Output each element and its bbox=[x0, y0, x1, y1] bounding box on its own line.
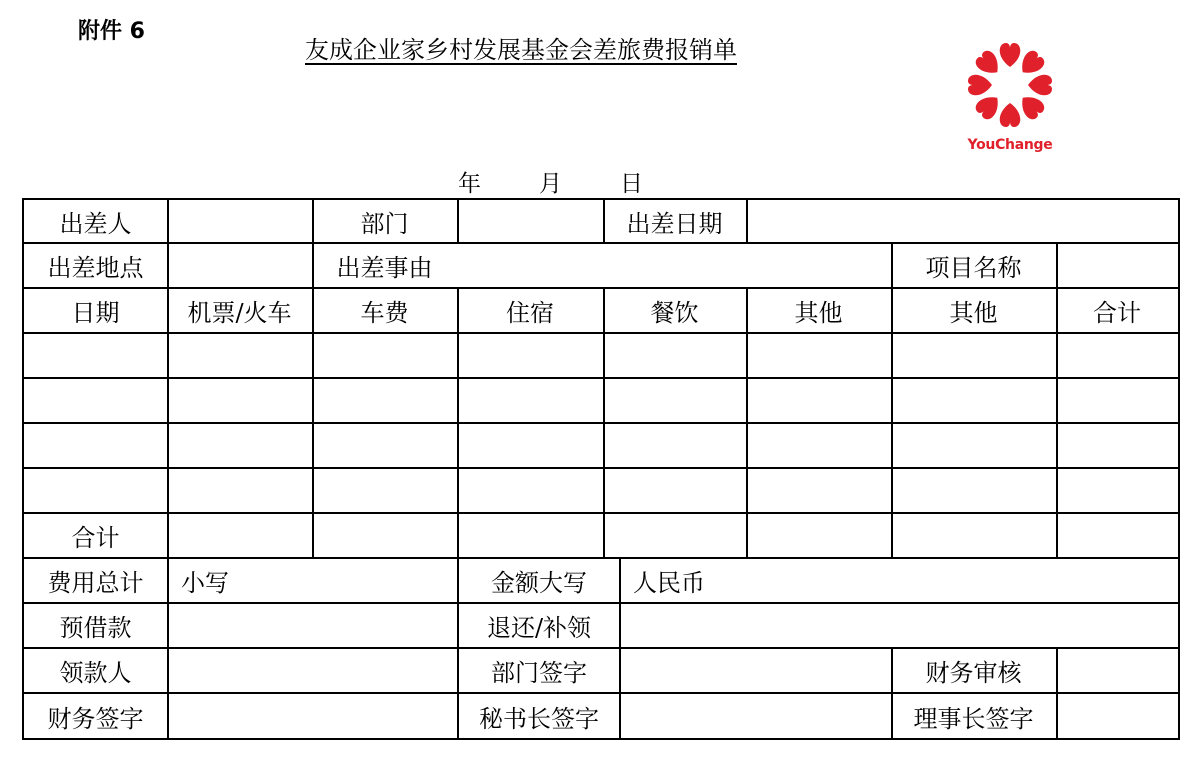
project-name-field[interactable] bbox=[1058, 244, 1178, 287]
location-label: 出差地点 bbox=[47, 254, 144, 282]
amount-upper-label: 金额大写 bbox=[491, 569, 587, 597]
column-header-fare: 车费 bbox=[360, 299, 409, 327]
travel-date-label: 出差日期 bbox=[626, 209, 723, 238]
reason-field[interactable] bbox=[459, 244, 891, 287]
date-day: 日 bbox=[620, 171, 643, 197]
date-year: 年 bbox=[458, 171, 481, 197]
dept-sign-field[interactable] bbox=[621, 649, 891, 692]
finance-audit-field[interactable] bbox=[1058, 649, 1178, 692]
finance-sign-label: 财务签字 bbox=[47, 704, 144, 733]
finance-audit-label: 财务审核 bbox=[925, 659, 1022, 687]
youchange-logo bbox=[960, 40, 1060, 160]
payee-field[interactable] bbox=[169, 649, 457, 692]
secretary-sign-field[interactable] bbox=[621, 694, 891, 738]
finance-sign-field[interactable] bbox=[169, 694, 457, 738]
chairman-sign-label: 理事长签字 bbox=[913, 704, 1034, 733]
advance-label: 预借款 bbox=[59, 614, 132, 642]
traveler-label: 出差人 bbox=[59, 209, 132, 238]
total-label: 费用总计 bbox=[47, 569, 144, 597]
refund-field[interactable] bbox=[621, 604, 1178, 647]
form-title: 友成企业家乡村发展基金会差旅费报销单 bbox=[305, 36, 737, 64]
refund-label: 退还/补领 bbox=[486, 614, 592, 642]
attachment-label: 附件 6 bbox=[78, 19, 145, 44]
traveler-field[interactable] bbox=[169, 200, 312, 242]
date-line bbox=[458, 165, 643, 198]
column-header-lodging: 住宿 bbox=[506, 299, 554, 327]
column-header-ticket: 机票/火车 bbox=[187, 299, 292, 327]
reimbursement-form bbox=[22, 198, 1180, 740]
lowercase-amount-field[interactable]: 小写 bbox=[181, 569, 229, 597]
payee-label: 领款人 bbox=[59, 659, 132, 687]
logo-wordmark: YouChange bbox=[967, 137, 1053, 153]
dept-sign-label: 部门签字 bbox=[491, 659, 587, 687]
secretary-sign-label: 秘书长签字 bbox=[479, 704, 599, 733]
department-field[interactable] bbox=[459, 200, 603, 242]
project-name-label: 项目名称 bbox=[925, 254, 1022, 282]
travel-date-field[interactable] bbox=[748, 200, 1178, 242]
department-label: 部门 bbox=[360, 209, 409, 238]
chairman-sign-field[interactable] bbox=[1058, 694, 1178, 738]
date-month: 月 bbox=[539, 171, 562, 197]
heart-ring-icon bbox=[965, 40, 1055, 130]
column-header-other-2: 其他 bbox=[949, 299, 998, 327]
column-header-other-1: 其他 bbox=[794, 299, 843, 327]
column-header-total: 合计 bbox=[1093, 299, 1141, 327]
subtotal-label: 合计 bbox=[71, 524, 120, 552]
reason-label: 出差事由 bbox=[336, 254, 433, 282]
rmb-amount-field[interactable]: 人民币 bbox=[633, 569, 705, 597]
column-header-date: 日期 bbox=[71, 299, 120, 327]
advance-field[interactable] bbox=[169, 604, 457, 647]
location-field[interactable] bbox=[169, 244, 312, 287]
column-header-meals: 餐饮 bbox=[650, 299, 699, 327]
